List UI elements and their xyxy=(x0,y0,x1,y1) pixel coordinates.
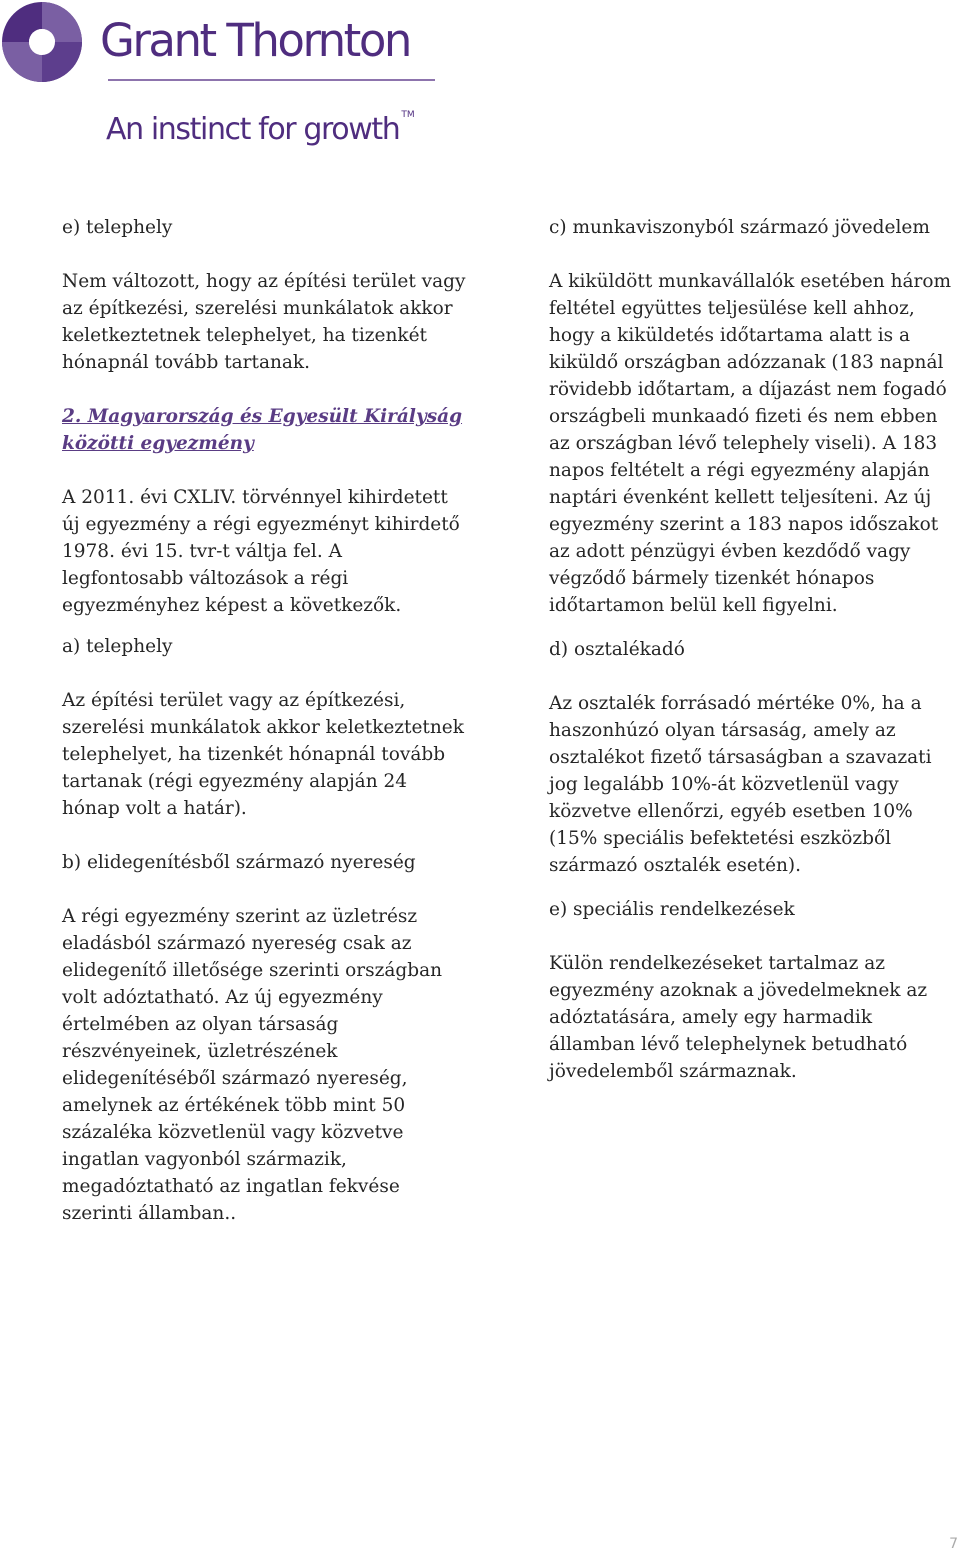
paragraph-c: A kiküldött munkavállalók esetében három feltétel együttes teljesülése kell ahhoz, hogy a kiküldetés időtartama alatt is a kiküldő országban adózzanak (183 napnál rövidebb időtartam, a díjazást nem fogadó országbeli munkaadó fizeti és nem ebben az országban lévő telephely viseli). A 183 napos feltételt a régi egyezmény alapján naptári évenként kellett teljesíteni. Az új egyezmény szerint a 183 napos időszakot az adott pénzügyi évben kezdődő vagy végződő bármely tizenkét hónapos időtartamon belül kell figyelni. xyxy=(549,271,952,616)
grant-thornton-logo-icon xyxy=(2,2,82,82)
paragraph-b: A régi egyezmény szerint az üzletrész eladásból származó nyereség csak az elidegenítő illetősége szerinti országban volt adóztatható. Az új egyezmény értelmében az olyan társaság részvényeinek, üzletrészének elidegenítéséből származó nyereség, amelynek az értékének több mint 50 százaléka közvetlenül vagy közvetve ingatlan vagyonból származik, megadóztatható az ingatlan fekvése szerinti államban.. xyxy=(62,906,443,1224)
brand-divider xyxy=(108,79,435,81)
subsection-label-c: c) munkaviszonyból származó jövedelem xyxy=(549,217,930,238)
paragraph-e-special: Külön rendelkezéseket tartalmaz az egyezmény azoknak a jövedelmeknek az adóztatására, amely egy harmadik államban lévő telephelynek betudható jövedelemből származnak. xyxy=(549,953,928,1082)
subsection-label-e-telephely: e) telephely xyxy=(62,217,173,238)
subsection-label-b: b) elidegenítésből származó nyereség xyxy=(62,852,416,873)
trademark-symbol: TM xyxy=(401,110,415,120)
page-number: 7 xyxy=(949,1536,958,1552)
brand-tagline xyxy=(106,91,415,154)
brand-name: Grant Thornton xyxy=(100,14,410,67)
paragraph-e-telephely: Nem változott, hogy az építési terület vagy az építkezési, szerelési munkálatok akkor keletkeztetnek telephelyet, ha tizenkét hónapnál tovább tartanak. xyxy=(62,271,466,373)
right-column xyxy=(549,214,954,1112)
paragraph-intro: A 2011. évi CXLIV. törvénnyel kihirdetett új egyezmény a régi egyezményt kihirdető 1978. évi 15. tvr-t váltja fel. A legfontosabb változások a régi egyezményhez képest a következők. xyxy=(62,487,460,616)
document-header xyxy=(0,0,460,147)
paragraph-d: Az osztalék forrásadó mértéke 0%, ha a haszonhúzó olyan társaság, amely az osztalékot fizető társaságban a szavazati jog legalább 10%-át közvetlenül vagy közvetve ellenőrzi, egyéb esetben 10% (15% speciális befektetési eszközből származó osztalék esetén). xyxy=(549,693,932,876)
subsection-label-e-special: e) speciális rendelkezések xyxy=(549,899,795,920)
subsection-label-a-telephely: a) telephely xyxy=(62,636,173,657)
left-column xyxy=(62,214,467,1254)
brand-tagline-text: An instinct for growth xyxy=(106,112,400,147)
section-heading: 2. Magyarország és Egyesült Királyság közötti egyezmény xyxy=(62,406,463,454)
subsection-label-d: d) osztalékadó xyxy=(549,639,685,660)
paragraph-a-telephely: Az építési terület vagy az építkezési, szerelési munkálatok akkor keletkeztetnek telephelyet, ha tizenkét hónapnál tovább tartanak (régi egyezmény alapján 24 hónap volt a határ). xyxy=(62,690,464,819)
